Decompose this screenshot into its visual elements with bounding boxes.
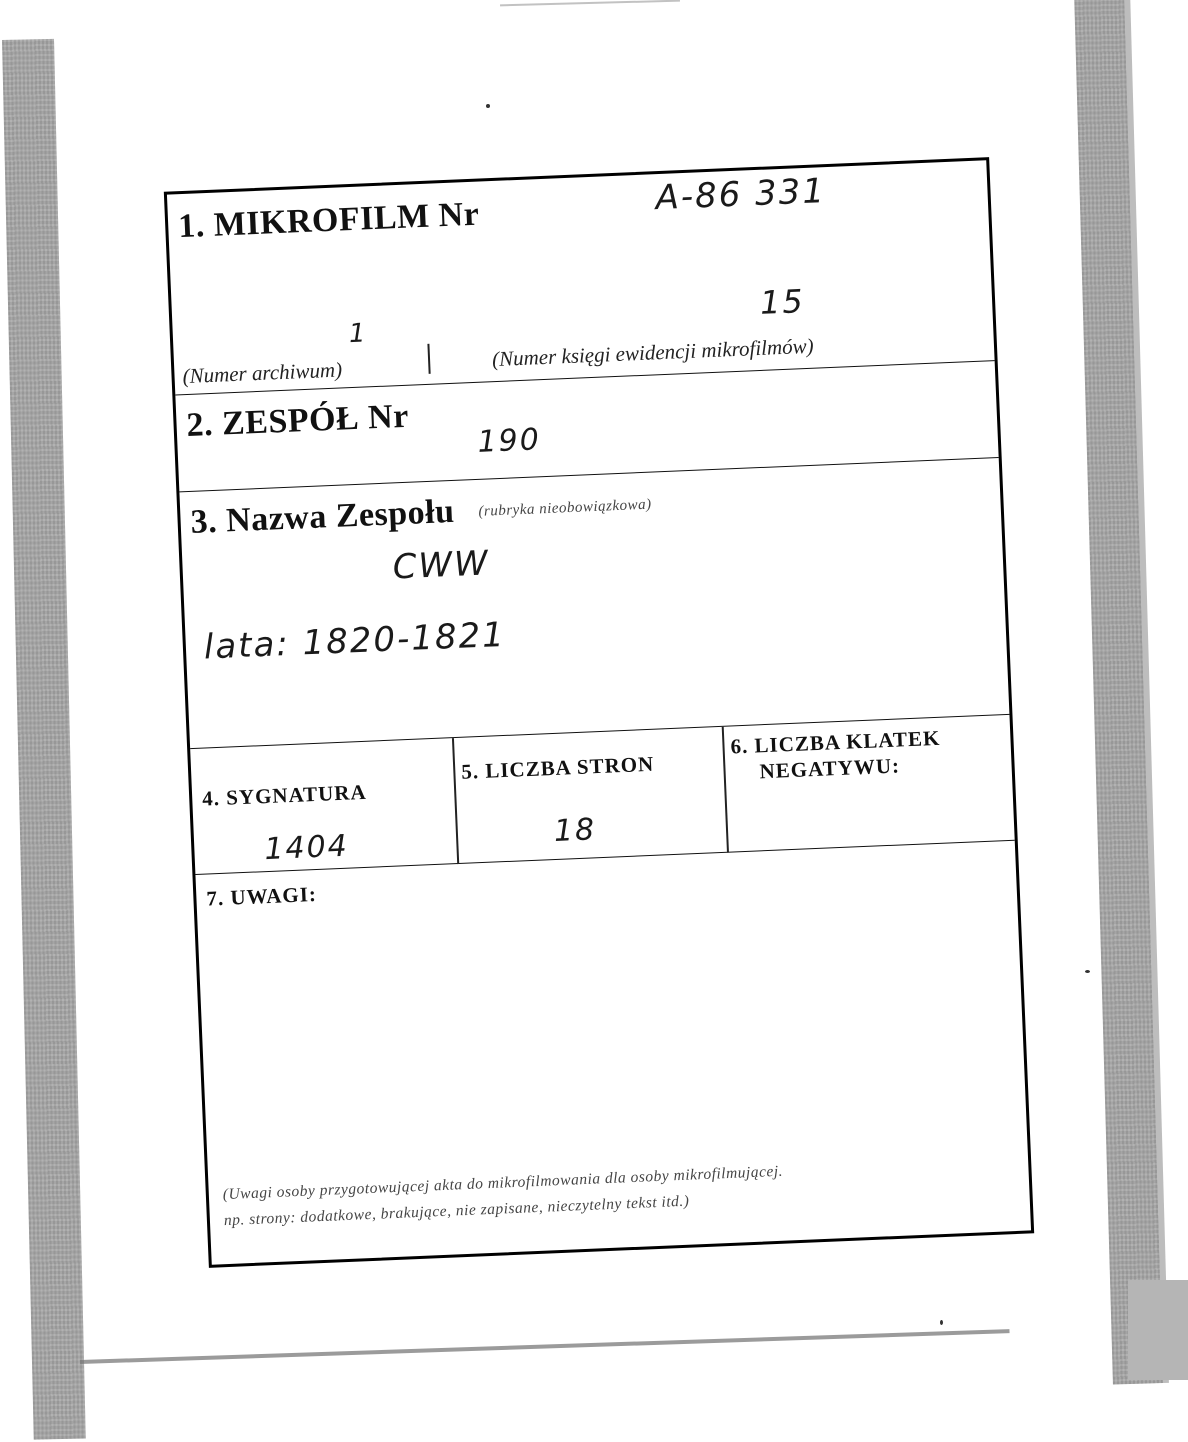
speck — [486, 104, 490, 108]
nazwa-zespolu-value: CWW — [391, 543, 491, 588]
zespol-value: 190 — [476, 422, 542, 460]
scan-line-bottom — [80, 1329, 1010, 1364]
mikrofilm-label: 1. MIKROFILM Nr — [177, 195, 480, 246]
column-divider-1 — [452, 738, 459, 864]
microfilm-form — [164, 157, 1034, 1268]
liczba-klatek-label-line2: NEGATYWU: — [759, 753, 901, 784]
archive-number-label: (Numer archiwum) — [182, 357, 343, 389]
speck — [1085, 970, 1090, 973]
speck — [940, 1320, 943, 1325]
register-number-value: 15 — [759, 282, 806, 322]
nazwa-zespolu-years: lata: 1820-1821 — [203, 614, 507, 668]
register-number-label: (Numer księgi ewidencji mikrofilmów) — [491, 333, 815, 372]
nazwa-zespolu-label: 3. Nazwa Zespołu — [189, 492, 456, 541]
sygnatura-value: 1404 — [263, 828, 350, 868]
uwagi-footnote-line1: (Uwagi osoby przygotowującej akta do mikrofilmowania dla osoby mikrofilmującej. — [222, 1162, 784, 1204]
nazwa-zespolu-note: (rubryka nieobowiązkowa) — [478, 496, 652, 520]
archive-divider — [427, 344, 430, 374]
column-divider-2 — [722, 727, 729, 853]
sygnatura-label: 4. SYGNATURA — [201, 779, 368, 811]
section-nazwa-zespolu — [179, 458, 1009, 749]
scan-line-top — [500, 0, 680, 6]
scan-edge-left — [2, 39, 86, 1440]
uwagi-label: 7. UWAGI: — [205, 881, 318, 911]
liczba-stron-label: 5. LICZBA STRON — [460, 751, 655, 784]
mikrofilm-number-handwritten: A-86 331 — [654, 171, 827, 219]
section-uwagi — [195, 841, 1031, 1265]
scan-edge-right-bottom — [1128, 1280, 1188, 1380]
liczba-klatek-label: 6. LICZBA KLATEK — [730, 725, 941, 759]
zespol-label: 2. ZESPÓŁ Nr — [185, 397, 410, 445]
uwagi-footnote-line2: np. strony: dodatkowe, brakujące, nie zapisane, nieczytelny tekst itd.) — [223, 1192, 690, 1230]
liczba-stron-value: 18 — [553, 812, 597, 849]
archive-number-value: 1 — [348, 318, 369, 350]
section-mikrofilm — [167, 160, 995, 395]
scan-edge-right — [1074, 0, 1163, 1384]
